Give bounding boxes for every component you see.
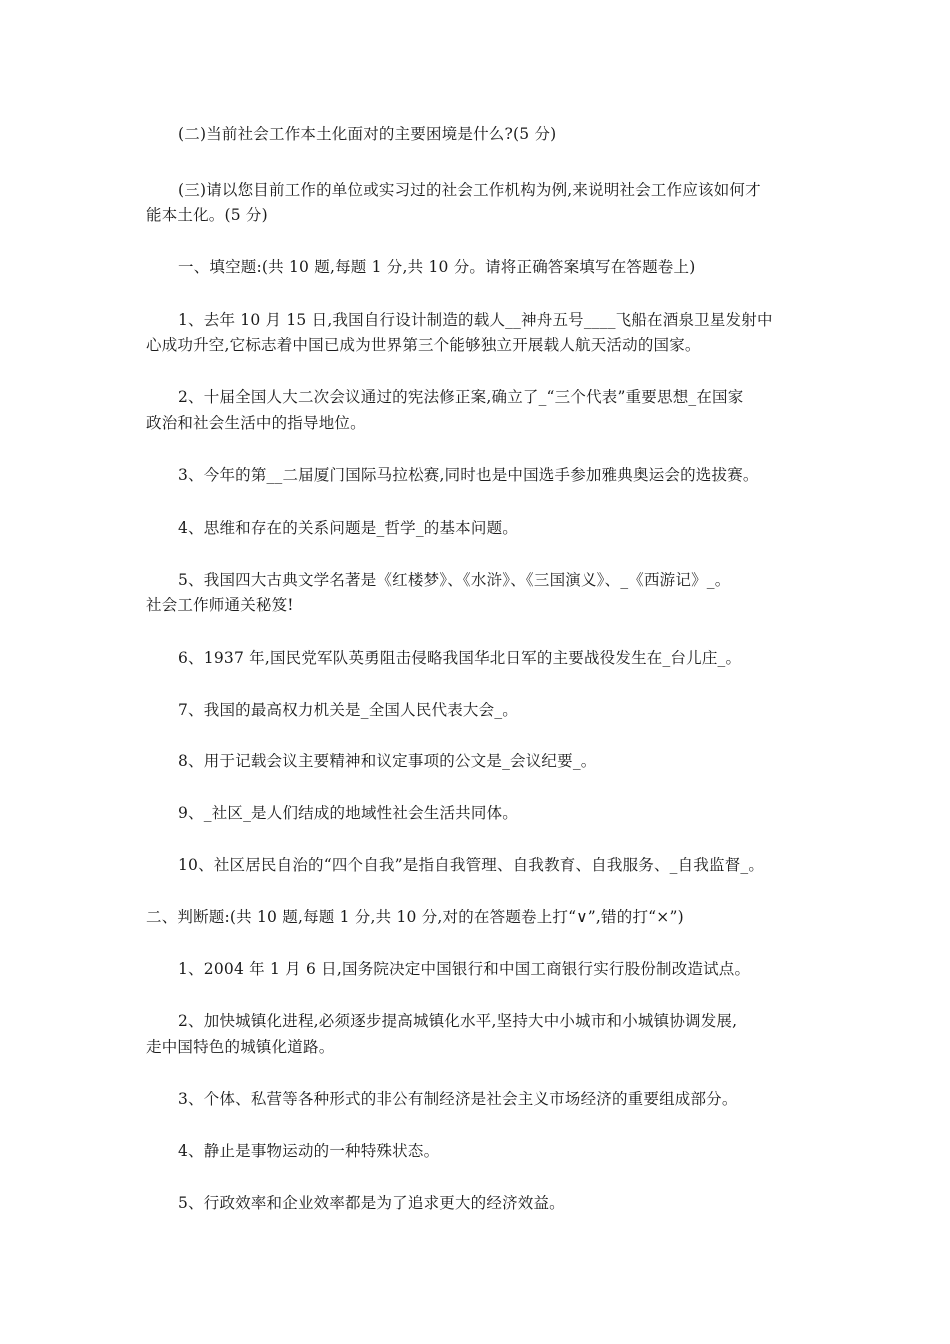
- fill-in-1-line1: 1、去年 10 月 15 日,我国自行设计制造的载人__神舟五号____飞船在酒泉卫星发射中: [178, 311, 773, 329]
- true-false-5: 5、行政效率和企业效率都是为了追求更大的经济效益。: [178, 1194, 565, 1212]
- true-false-3: 3、个体、私营等各种形式的非公有制经济是社会主义市场经济的重要组成部分。: [178, 1090, 738, 1108]
- fill-in-3: 3、今年的第__二届厦门国际马拉松赛,同时也是中国选手参加雅典奥运会的选拔赛。: [178, 466, 759, 484]
- question-2-2: (二)当前社会工作本土化面对的主要困境是什么?(5 分): [178, 125, 557, 143]
- fill-in-7: 7、我国的最高权力机关是_全国人民代表大会_。: [178, 701, 518, 719]
- fill-in-9: 9、_社区_是人们结成的地域性社会生活共同体。: [178, 804, 518, 822]
- section-fill-in-heading: 一、填空题:(共 10 题,每题 1 分,共 10 分。请将正确答案填写在答题卷上): [178, 258, 696, 276]
- fill-in-2-line2: 政治和社会生活中的指导地位。: [146, 414, 366, 432]
- fill-in-1-line2: 心成功升空,它标志着中国已成为世界第三个能够独立开展载人航天活动的国家。: [146, 336, 701, 354]
- fill-in-10: 10、社区居民自治的“四个自我”是指自我管理、自我教育、自我服务、_自我监督_。: [178, 856, 765, 874]
- fill-in-6: 6、1937 年,国民党军队英勇阻击侵略我国华北日军的主要战役发生在_台儿庄_。: [178, 649, 742, 667]
- section-true-false-heading: 二、判断题:(共 10 题,每题 1 分,共 10 分,对的在答题卷上打“∨”,错的打“×”): [146, 908, 684, 926]
- fill-in-5-line1: 5、我国四大古典文学名著是《红楼梦》、《水浒》、《三国演义》、_《西游记》_。: [178, 571, 731, 589]
- question-2-3-line2: 能本土化。(5 分): [146, 206, 268, 224]
- fill-in-4: 4、思维和存在的关系问题是_哲学_的基本问题。: [178, 519, 518, 537]
- true-false-2-line2: 走中国特色的城镇化道路。: [146, 1038, 335, 1056]
- true-false-2-line1: 2、加快城镇化进程,必须逐步提高城镇化水平,坚持大中小城市和小城镇协调发展,: [178, 1012, 738, 1030]
- question-2-3-line1: (三)请以您目前工作的单位或实习过的社会工作机构为例,来说明社会工作应该如何才: [178, 181, 761, 199]
- fill-in-8: 8、用于记载会议主要精神和议定事项的公文是_会议纪要_。: [178, 752, 597, 770]
- fill-in-2-line1: 2、十届全国人大二次会议通过的宪法修正案,确立了_“三个代表”重要思想_在国家: [178, 388, 744, 406]
- fill-in-5-line2: 社会工作师通关秘笈!: [146, 596, 294, 614]
- true-false-1: 1、2004 年 1 月 6 日,国务院决定中国银行和中国工商银行实行股份制改造试点。: [178, 960, 751, 978]
- true-false-4: 4、静止是事物运动的一种特殊状态。: [178, 1142, 440, 1160]
